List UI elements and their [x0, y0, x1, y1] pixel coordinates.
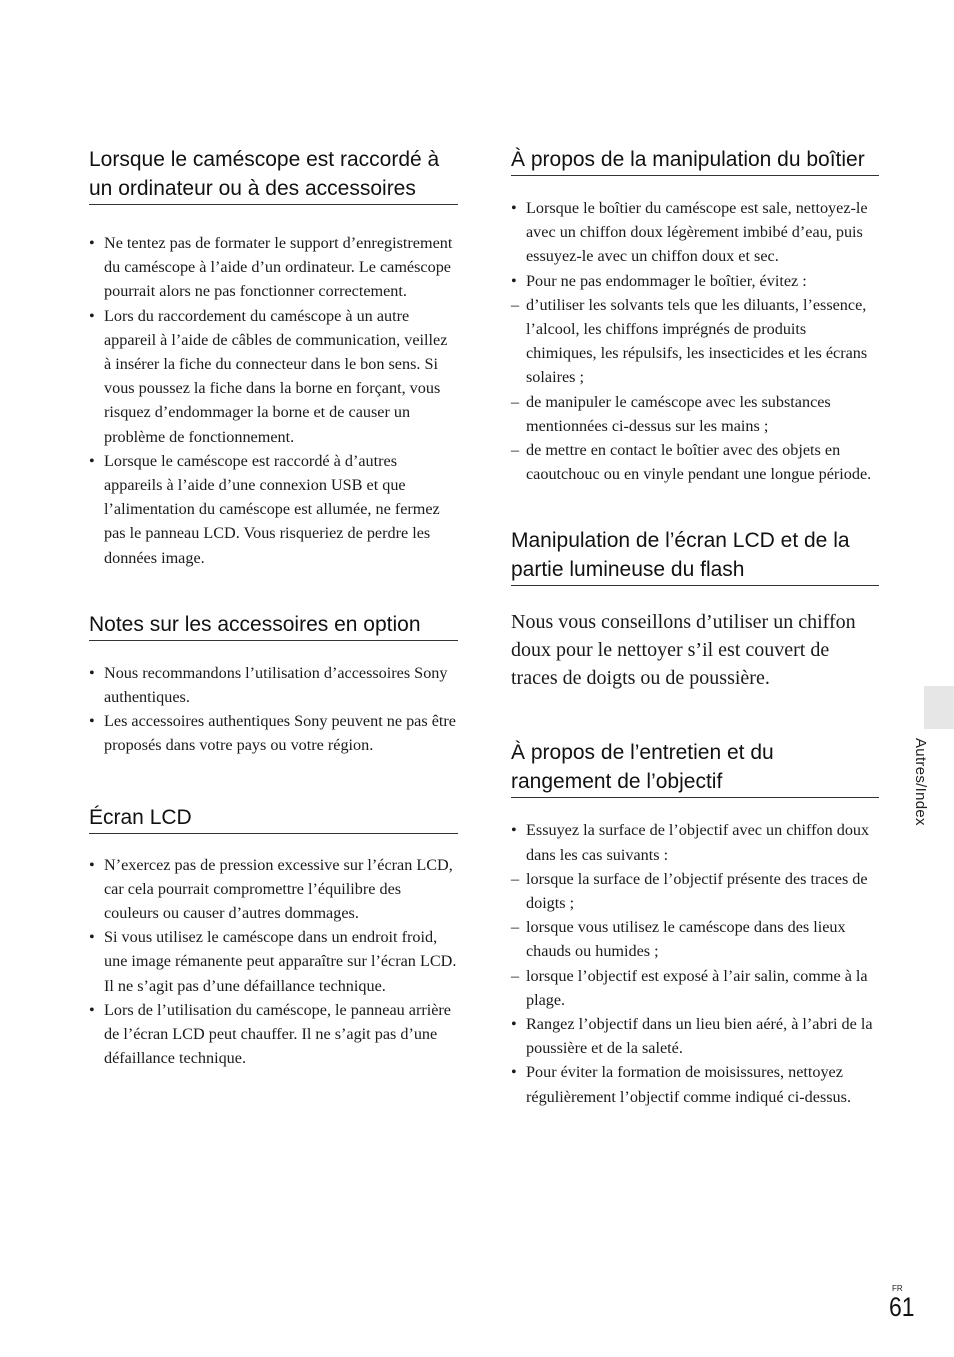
- sub-list-item: – lorsque vous utilisez le caméscope dans des lieux chauds ou humides ;: [511, 915, 879, 963]
- section-body-handling: [511, 145, 879, 486]
- bullet: •: [89, 712, 95, 731]
- bullet-list: [89, 661, 458, 758]
- section-computer-accessories: [89, 145, 458, 570]
- list-item: • Lors de l’utilisation du caméscope, le panneau arrière de l’écran LCD peut chauffer. Il ne s’agit pas d’une défaillance technique.: [89, 998, 458, 1071]
- bullet: •: [89, 451, 95, 470]
- bullet: •: [511, 821, 517, 840]
- sub-list-item: – lorsque l’objectif est exposé à l’air salin, comme à la plage.: [511, 964, 879, 1012]
- bullet: •: [89, 306, 95, 325]
- list-item: • Essuyez la surface de l’objectif avec un chiffon doux dans les cas suivants : – lorsque la surface de l’objectif présente des traces de doigts ; – lorsque vous utilisez le caméscope dans des lieux chauds ou humides ; – lorsque l’objectif est exposé à l’air salin, comme à la plage.: [511, 818, 879, 1012]
- section-lens-care: [511, 738, 879, 1108]
- section-title: Manipulation de l’écran LCD et de la partie lumineuse du flash: [511, 526, 879, 586]
- bullet: •: [511, 271, 517, 290]
- list-item: • Si vous utilisez le caméscope dans un endroit froid, une image rémanente peut apparaître sur l’écran LCD. Il ne s’agit pas d’une défaillance technique.: [89, 925, 458, 998]
- section-lcd-flash-handling: [511, 526, 879, 692]
- sub-list-item: – d’utiliser les solvants tels que les diluants, l’essence, l’alcool, les chiffons imprégnés de produits chimiques, les répulsifs, les insecticides et les écrans solaires ;: [511, 293, 879, 390]
- left-column: [89, 145, 458, 1070]
- section-title: Écran LCD: [89, 803, 458, 834]
- list-item: • Lors du raccordement du caméscope à un autre appareil à l’aide de câbles de communication, veillez à insérer la fiche du connecteur dans le bon sens. Si vous poussez la fiche dans la borne en forçant, vous risquez d’endommager la borne et de causer un problème de fonctionnement.: [89, 304, 458, 449]
- list-item: • Ne tentez pas de formater le support d’enregistrement du caméscope à l’aide d’un ordinateur. Le caméscope pourrait alors ne pas fonctionner correctement.: [89, 231, 458, 304]
- dash: –: [511, 392, 520, 411]
- bullet: •: [511, 199, 517, 217]
- side-tab-label[interactable]: Autres/Index: [912, 738, 929, 826]
- section-title: Lorsque le caméscope est raccordé à un ordinateur ou à des accessoires: [89, 145, 458, 205]
- bullet-list: [89, 853, 458, 1071]
- list-item: • Lorsque le caméscope est raccordé à d’autres appareils à l’aide d’une connexion USB et que l’alimentation du caméscope est allumée, ne fermez pas le panneau LCD. Vous risqueriez de perdre les données image.: [89, 449, 458, 570]
- bullet: •: [89, 855, 95, 874]
- side-tab-marker[interactable]: [924, 686, 954, 729]
- list-item: • Pour éviter la formation de moisissures, nettoyez régulièrement l’objectif comme indiqué ci-dessus.: [511, 1060, 879, 1108]
- dash: –: [511, 441, 520, 460]
- right-column: [511, 145, 879, 1109]
- dash: –: [511, 869, 520, 888]
- bullet: •: [89, 663, 95, 682]
- sub-list-item: – lorsque la surface de l’objectif présente des traces de doigts ;: [511, 867, 879, 915]
- section-lcd-screen: [89, 803, 458, 1071]
- dash: –: [511, 295, 520, 314]
- dash: –: [511, 966, 520, 985]
- list-item: • Pour ne pas endommager le boîtier, évitez : – d’utiliser les solvants tels que les diluants, l’essence, l’alcool, les chiffons imprégnés de produits chimiques, les répulsifs, les insecticides et les écrans solaires ; – de manipuler le caméscope avec les substances mentionnées ci-dessus sur les mains ; – de mettre en contact le boîtier avec des objets en caoutchouc ou en vinyle pendant une longue période.: [511, 269, 879, 487]
- bullet-list: [511, 196, 879, 486]
- list-item: • N’exercez pas de pression excessive sur l’écran LCD, car cela pourrait compromettre l’équilibre des couleurs ou causer d’autres dommages.: [89, 853, 458, 926]
- bullet: •: [89, 928, 95, 947]
- dash: –: [511, 918, 520, 937]
- page-number: 61: [889, 1292, 915, 1322]
- section-title: À propos de la manipulation du boîtier: [511, 145, 879, 176]
- bullet: •: [511, 1063, 517, 1082]
- bullet-list: [89, 231, 458, 570]
- list-item: • Les accessoires authentiques Sony peuvent ne pas être proposés dans votre pays ou votre région.: [89, 709, 458, 757]
- bullet: •: [89, 1000, 95, 1019]
- language-code: FR: [892, 1284, 903, 1293]
- list-item: • Nous recommandons l’utilisation d’accessoires Sony authentiques.: [89, 661, 458, 709]
- dash-list: [511, 293, 879, 487]
- list-item: • Lorsque le boîtier du caméscope est sale, nettoyez-le avec un chiffon doux légèrement imbibé d’eau, puis essuyez-le avec un chiffon doux et sec.: [511, 196, 879, 269]
- bullet-list: [511, 818, 879, 1108]
- section-title: Notes sur les accessoires en option: [89, 610, 458, 641]
- sub-list-item: – de manipuler le caméscope avec les substances mentionnées ci-dessus sur les mains ;: [511, 390, 879, 438]
- bullet: •: [511, 1015, 517, 1034]
- dash-list: [511, 867, 879, 1012]
- list-item: • Rangez l’objectif dans un lieu bien aéré, à l’abri de la poussière et de la saleté.: [511, 1012, 879, 1060]
- paragraph: Nous vous conseillons d’utiliser un chiffon doux pour le nettoyer s’il est couvert de traces de doigts ou de poussière.: [511, 611, 856, 690]
- sub-list-item: – de mettre en contact le boîtier avec des objets en caoutchouc ou en vinyle pendant une longue période.: [511, 438, 879, 486]
- section-title: À propos de l’entretien et du rangement de l’objectif: [511, 738, 879, 798]
- section-optional-accessories: [89, 610, 458, 758]
- bullet: •: [89, 234, 95, 252]
